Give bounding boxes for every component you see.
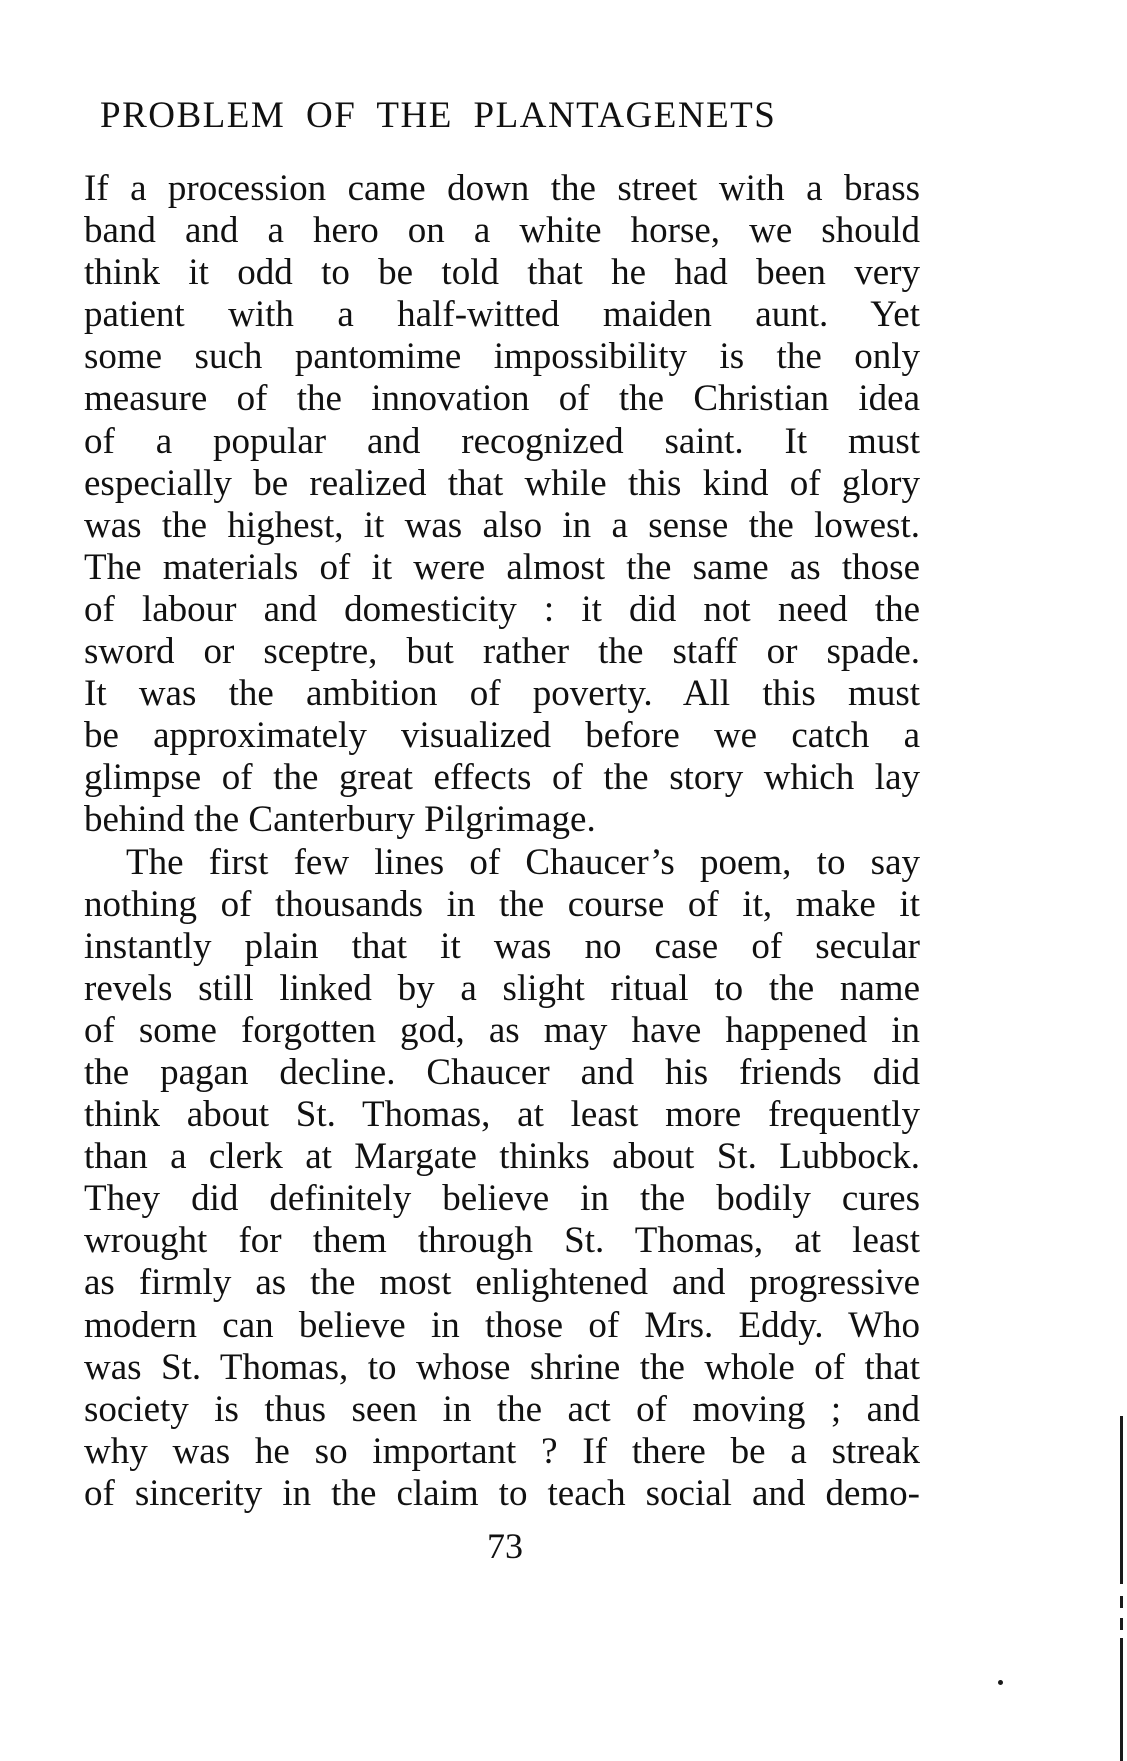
text-line: nothing of thousands in the course of it, make it: [84, 883, 920, 925]
text-line: why was he so important ? If there be a streak: [84, 1430, 920, 1472]
text-line: sword or sceptre, but rather the staff or spade.: [84, 631, 920, 673]
text-line: It was the ambition of poverty. All this must: [84, 673, 920, 715]
text-line: instantly plain that it was no case of secular: [84, 925, 920, 967]
text-line: think about St. Thomas, at least more frequently: [84, 1094, 920, 1136]
scan-edge-gap: [1120, 1608, 1123, 1618]
text-line: of a popular and recognized saint. It must: [84, 420, 920, 462]
text-line: of labour and domesticity : it did not need the: [84, 588, 920, 630]
text-line: some such pantomime impossibility is the only: [84, 336, 920, 378]
text-line: especially be realized that while this kind of glory: [84, 462, 920, 504]
scan-edge-gap: [1120, 1630, 1123, 1638]
text-line: patient with a half-witted maiden aunt. Yet: [84, 294, 920, 336]
text-line: society is thus seen in the act of moving ; and: [84, 1388, 920, 1430]
text-line: revels still linked by a slight ritual to the name: [84, 967, 920, 1009]
text-line: as firmly as the most enlightened and progressive: [84, 1262, 920, 1304]
scan-edge-gap: [1120, 1584, 1123, 1596]
text-line: modern can believe in those of Mrs. Eddy. Who: [84, 1304, 920, 1346]
text-line: be approximately visualized before we catch a: [84, 715, 920, 757]
text-line: of some forgotten god, as may have happened in: [84, 1009, 920, 1051]
text-line: was St. Thomas, to whose shrine the whole of that: [84, 1346, 920, 1388]
text-line: wrought for them through St. Thomas, at least: [84, 1220, 920, 1262]
running-head: PROBLEM OF THE PLANTAGENETS: [100, 95, 777, 136]
text-line: of sincerity in the claim to teach social and demo-: [84, 1472, 920, 1514]
text-line: glimpse of the great effects of the story which lay: [84, 757, 920, 799]
text-line: They did definitely believe in the bodily cures: [84, 1178, 920, 1220]
text-line: band and a hero on a white horse, we should: [84, 210, 920, 252]
text-line: than a clerk at Margate thinks about St. Lubbock.: [84, 1136, 920, 1178]
text-line: measure of the innovation of the Christian idea: [84, 378, 920, 420]
text-line: If a procession came down the street with a brass: [84, 168, 920, 209]
body-text: [84, 168, 920, 1515]
scan-speck: [998, 1680, 1003, 1685]
text-line: behind the Canterbury Pilgrimage.: [84, 799, 596, 841]
page-number: 73: [487, 1526, 523, 1566]
text-line: The materials of it were almost the same as those: [84, 546, 920, 588]
text-line: the pagan decline. Chaucer and his friends did: [84, 1051, 920, 1093]
paragraph-2: [84, 842, 920, 1516]
text-line: The first few lines of Chaucer’s poem, to say: [126, 841, 920, 883]
text-line: think it odd to be told that he had been very: [84, 252, 920, 294]
paragraph-1: [84, 168, 920, 842]
text-line: was the highest, it was also in a sense the lowest.: [84, 504, 920, 546]
